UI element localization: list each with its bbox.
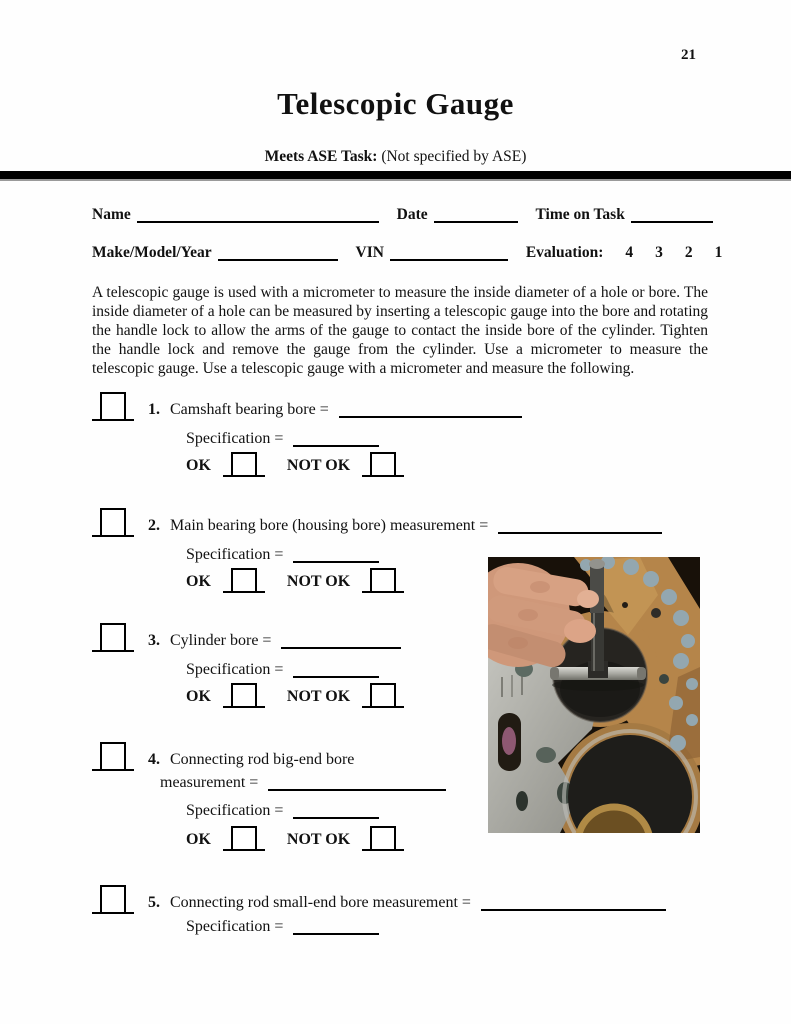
doc-title: Telescopic Gauge bbox=[277, 86, 514, 121]
task-4-measurement-blank[interactable] bbox=[268, 779, 446, 791]
checkbox-box bbox=[370, 683, 396, 708]
date-label: Date bbox=[396, 206, 428, 223]
task-3-measurement-blank[interactable] bbox=[281, 637, 401, 649]
task-1-number: 1. bbox=[148, 401, 160, 418]
evaluation-option-2[interactable]: 2 bbox=[684, 244, 693, 261]
ok-label: OK bbox=[186, 688, 211, 705]
task-2-number: 2. bbox=[148, 517, 160, 534]
task-1-ok-checkbox[interactable] bbox=[223, 452, 265, 477]
task-item-1 bbox=[92, 392, 712, 502]
specification-label: Specification = bbox=[186, 918, 284, 935]
evaluation-label: Evaluation: bbox=[525, 244, 604, 261]
checkbox-box bbox=[100, 742, 126, 771]
ok-label: OK bbox=[186, 831, 211, 848]
task-5-specification-blank[interactable] bbox=[293, 923, 379, 935]
checkbox-box bbox=[231, 452, 257, 477]
task-2-checkbox[interactable] bbox=[92, 508, 134, 537]
specification-label: Specification = bbox=[186, 546, 284, 563]
task-1-not-ok-checkbox[interactable] bbox=[362, 452, 404, 477]
task-item-5 bbox=[92, 885, 712, 945]
ase-task-label: Meets ASE Task: bbox=[264, 148, 378, 165]
not-ok-label: NOT OK bbox=[286, 573, 351, 590]
task-1-checkbox[interactable] bbox=[92, 392, 134, 421]
telescopic-gauge-photo bbox=[488, 557, 700, 833]
make-model-year-blank[interactable] bbox=[218, 249, 338, 261]
not-ok-label: NOT OK bbox=[286, 457, 351, 474]
task-1-specification-blank[interactable] bbox=[293, 435, 379, 447]
task-4-not-ok-checkbox[interactable] bbox=[362, 826, 404, 851]
task-3-label: Cylinder bore = bbox=[170, 632, 272, 649]
task-5-number: 5. bbox=[148, 894, 160, 911]
task-5-measurement-blank[interactable] bbox=[481, 899, 666, 911]
checkbox-box bbox=[231, 568, 257, 593]
task-1-label: Camshaft bearing bore = bbox=[170, 401, 329, 418]
task-2-specification-blank[interactable] bbox=[293, 551, 379, 563]
task-3-number: 3. bbox=[148, 632, 160, 649]
task-4-specification-blank[interactable] bbox=[293, 807, 379, 819]
checkbox-box bbox=[231, 683, 257, 708]
task-2-measurement-blank[interactable] bbox=[498, 522, 662, 534]
ok-label: OK bbox=[186, 457, 211, 474]
checkbox-box bbox=[100, 623, 126, 652]
name-label: Name bbox=[92, 206, 131, 223]
time-on-task-blank[interactable] bbox=[631, 211, 713, 223]
ok-label: OK bbox=[186, 573, 211, 590]
ase-task-line bbox=[0, 148, 791, 166]
evaluation-option-3[interactable]: 3 bbox=[655, 244, 663, 261]
page-number: 21 bbox=[681, 47, 696, 63]
checkbox-box bbox=[100, 885, 126, 914]
checkbox-box bbox=[370, 568, 396, 593]
header-rule bbox=[0, 171, 791, 181]
task-3-ok-checkbox[interactable] bbox=[223, 683, 265, 708]
checkbox-box bbox=[100, 392, 126, 421]
not-ok-label: NOT OK bbox=[286, 688, 351, 705]
info-row-2 bbox=[92, 244, 722, 262]
task-4-label: Connecting rod big-end bore bbox=[170, 751, 355, 768]
intro-paragraph: A telescopic gauge is used with a micrometer to measure the inside diameter of a hole or bore. The inside diameter of a hole can be measured by inserting a telescopic gauge into the bore and rotating the handle lock to allow the arms of the gauge to contact the inside bore of the cylinder. Tighten the handle lock and remove the gauge from the cylinder. Use a micrometer to measure the telescopic gauge. Use a telescopic gauge with a micrometer and measure the following. bbox=[92, 284, 708, 377]
info-row-1 bbox=[92, 206, 713, 224]
checkbox-box bbox=[231, 826, 257, 851]
task-3-checkbox[interactable] bbox=[92, 623, 134, 652]
task-4-number: 4. bbox=[148, 751, 160, 768]
task-4-ok-checkbox[interactable] bbox=[223, 826, 265, 851]
task-3-specification-blank[interactable] bbox=[293, 666, 379, 678]
specification-label: Specification = bbox=[186, 661, 284, 678]
evaluation-option-1[interactable]: 1 bbox=[714, 244, 723, 261]
checkbox-box bbox=[370, 452, 396, 477]
checkbox-box bbox=[100, 508, 126, 537]
task-1-measurement-blank[interactable] bbox=[339, 406, 522, 418]
checkbox-box bbox=[370, 826, 396, 851]
not-ok-label: NOT OK bbox=[286, 831, 351, 848]
task-4-checkbox[interactable] bbox=[92, 742, 134, 771]
task-3-not-ok-checkbox[interactable] bbox=[362, 683, 404, 708]
name-blank[interactable] bbox=[137, 211, 379, 223]
date-blank[interactable] bbox=[434, 211, 518, 223]
task-2-ok-checkbox[interactable] bbox=[223, 568, 265, 593]
task-2-label: Main bearing bore (housing bore) measurement = bbox=[170, 517, 489, 534]
task-4-label-line2: measurement = bbox=[160, 774, 259, 791]
ase-task-value: (Not specified by ASE) bbox=[381, 148, 527, 165]
time-on-task-label: Time on Task bbox=[535, 206, 625, 223]
evaluation-option-4[interactable]: 4 bbox=[625, 244, 634, 261]
task-5-checkbox[interactable] bbox=[92, 885, 134, 914]
task-2-not-ok-checkbox[interactable] bbox=[362, 568, 404, 593]
specification-label: Specification = bbox=[186, 802, 284, 819]
make-model-year-label: Make/Model/Year bbox=[92, 244, 212, 261]
specification-label: Specification = bbox=[186, 430, 284, 447]
vin-blank[interactable] bbox=[390, 249, 508, 261]
vin-label: VIN bbox=[355, 244, 384, 261]
task-5-label: Connecting rod small-end bore measurement = bbox=[170, 894, 471, 911]
